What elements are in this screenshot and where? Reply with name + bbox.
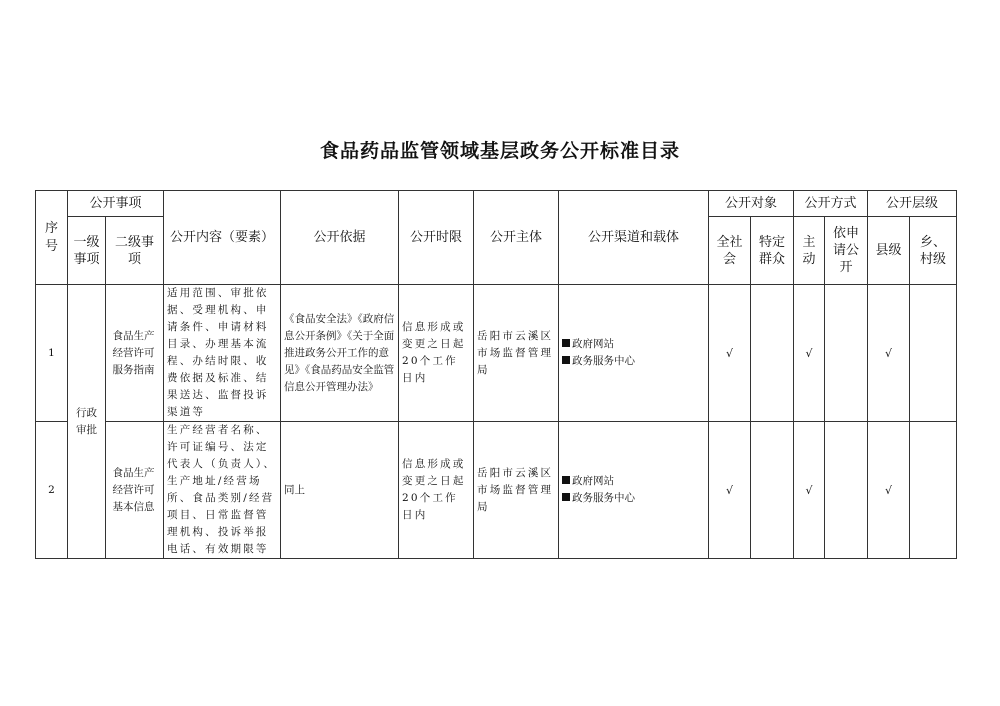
header-level: 公开层级 <box>868 191 957 217</box>
row-method-apply <box>825 285 868 422</box>
header-content: 公开内容（要素） <box>164 191 281 285</box>
row-seq: 2 <box>36 422 68 559</box>
row-channels <box>559 422 709 559</box>
header-time-limit: 公开时限 <box>399 191 474 285</box>
row-content: 生产经营者名称、许可证编号、法定代表人（负责人）、生产地址/经营场所、食品类别/经营项目、日常监督管理机构、投诉举报电话、有效期限等 <box>164 422 281 559</box>
row-method-active: √ <box>794 422 825 559</box>
row-basis: 同上 <box>281 422 399 559</box>
row-time-limit: 信息形成或变更之日起20个工作日内 <box>399 422 474 559</box>
table-row <box>36 422 957 559</box>
row-level1: 行政审批 <box>68 285 106 559</box>
table-row <box>36 285 957 422</box>
catalog-table <box>35 190 957 559</box>
square-bullet-icon <box>562 476 570 484</box>
header-target-specific: 特定群众 <box>751 217 794 285</box>
row-method-active: √ <box>794 285 825 422</box>
header-method-apply: 依申请公开 <box>825 217 868 285</box>
row-level2: 食品生产经营许可服务指南 <box>106 285 164 422</box>
row-time-limit: 信息形成或变更之日起20个工作日内 <box>399 285 474 422</box>
row-target-all: √ <box>709 285 751 422</box>
header-target: 公开对象 <box>709 191 794 217</box>
row-channels <box>559 285 709 422</box>
row-level-county: √ <box>868 422 910 559</box>
square-bullet-icon <box>562 356 570 364</box>
header-channel: 公开渠道和载体 <box>559 191 709 285</box>
header-level-county: 县级 <box>868 217 910 285</box>
header-subject: 公开主体 <box>474 191 559 285</box>
row-seq: 1 <box>36 285 68 422</box>
square-bullet-icon <box>562 339 570 347</box>
row-target-specific <box>751 285 794 422</box>
row-subject: 岳阳市云溪区市场监督管理局 <box>474 422 559 559</box>
row-target-all: √ <box>709 422 751 559</box>
header-method: 公开方式 <box>794 191 868 217</box>
header-seq: 序号 <box>36 191 68 285</box>
row-level2: 食品生产经营许可基本信息 <box>106 422 164 559</box>
row-target-specific <box>751 422 794 559</box>
row-subject: 岳阳市云溪区市场监督管理局 <box>474 285 559 422</box>
channel-item: 政府网站 <box>562 473 705 490</box>
header-basis: 公开依据 <box>281 191 399 285</box>
row-level-town <box>910 422 957 559</box>
channel-item: 政务服务中心 <box>562 353 705 370</box>
header-target-all: 全社会 <box>709 217 751 285</box>
header-level1: 一级事项 <box>68 217 106 285</box>
row-method-apply <box>825 422 868 559</box>
header-level2: 二级事项 <box>106 217 164 285</box>
header-method-active: 主动 <box>794 217 825 285</box>
row-content: 适用范围、审批依据、受理机构、申请条件、申请材料目录、办理基本流程、办结时限、收费依据及标准、结果送达、监督投诉渠道等 <box>164 285 281 422</box>
document-title: 食品药品监管领域基层政务公开标准目录 <box>319 140 680 162</box>
row-basis: 《食品安全法》《政府信息公开条例》《关于全面推进政务公开工作的意见》《食品药品安全监管信息公开管理办法》 <box>281 285 399 422</box>
header-matters: 公开事项 <box>68 191 164 217</box>
header-level-town: 乡、村级 <box>910 217 957 285</box>
row-level-town <box>910 285 957 422</box>
row-level-county: √ <box>868 285 910 422</box>
square-bullet-icon <box>562 493 570 501</box>
channel-item: 政务服务中心 <box>562 490 705 507</box>
channel-item: 政府网站 <box>562 336 705 353</box>
